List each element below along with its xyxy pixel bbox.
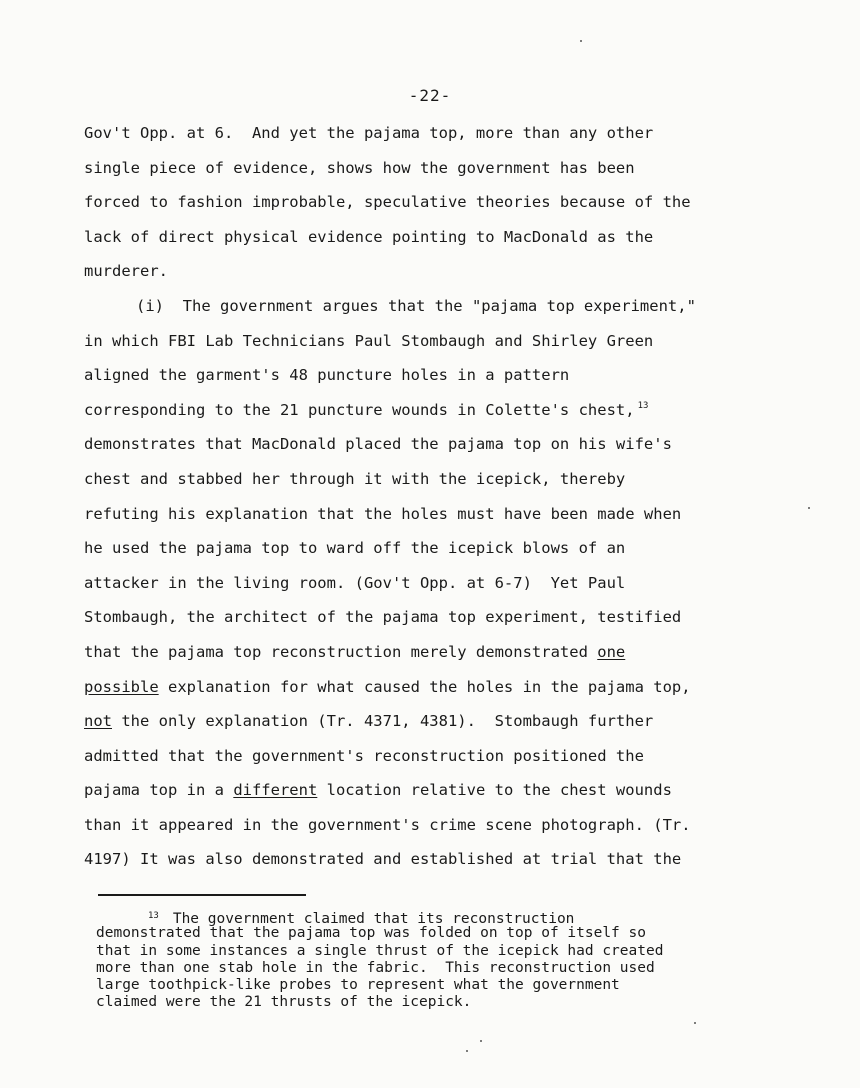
emphasis-possible: possible [84,677,159,696]
body-line-text: corresponding to the 21 puncture wounds in Colette's chest, [84,400,635,419]
footnote-text: The government claimed that its reconstruction [172,911,575,927]
body-line: forced to fashion improbable, speculative theories because of the [84,193,691,212]
footnote-line: claimed were the 21 thrusts of the icepick. [96,994,472,1011]
footnote-line-first [96,908,796,925]
footnote-reference: 13 [637,400,649,411]
body-line: in which FBI Lab Technicians Paul Stombaugh and Shirley Green [84,331,654,350]
footnote-line: demonstrated that the pajama top was folded on top of itself so [96,925,646,942]
body-line-text: that the pajama top reconstruction merely demonstrated [84,642,598,661]
body-line-text: the only explanation (Tr. 4371, 4381). Stombaugh further [112,712,654,731]
body-line: Gov't Opp. at 6. And yet the pajama top, more than any other [84,124,654,142]
body-line: murderer. [84,262,168,281]
footnote-divider [98,894,306,896]
body-line-text: pajama top in a [84,781,234,800]
footnote [96,908,796,1012]
body-line: than it appeared in the government's crime scene photograph. (Tr. [84,815,691,834]
emphasis-different: different [233,781,318,800]
scan-speck [580,40,582,42]
body-line-with-emphasis [84,773,784,808]
emphasis-one: one [597,642,626,661]
body-line-with-footnote-ref [84,393,784,428]
body-line-with-emphasis [84,704,784,739]
body-line: chest and stabbed her through it with the icepick, thereby [84,469,626,488]
body-line-text: location relative to the chest wounds [317,781,672,800]
emphasis-not: not [84,712,112,731]
footnote-line: more than one stab hole in the fabric. This reconstruction used [96,959,655,976]
body-line-text: explanation for what caused the holes in the pajama top, [158,677,691,696]
body-line: aligned the garment's 48 puncture holes in a pattern [84,366,570,385]
body-line-with-emphasis [84,635,784,670]
body-line: Stombaugh, the architect of the pajama top experiment, testified [84,608,682,627]
body-line: (i) The government argues that the "pajama top experiment," [136,296,696,315]
page-number: -22- [408,86,452,105]
body-line: attacker in the living room. (Gov't Opp. at 6-7) Yet Paul [84,573,626,592]
body-line-with-emphasis [84,670,784,705]
scan-speck [480,1040,482,1042]
scan-speck [808,507,810,509]
scan-speck [466,1050,468,1052]
body-line: single piece of evidence, shows how the government has been [84,158,635,177]
body-line: demonstrates that MacDonald placed the pajama top on his wife's [84,435,672,454]
body-line: admitted that the government's reconstruction positioned the [84,746,644,765]
body-line: he used the pajama top to ward off the icepick blows of an [84,539,626,558]
body-text [84,116,784,877]
footnote-number: 13 [148,911,159,921]
body-line: refuting his explanation that the holes must have been made when [84,504,682,523]
footnote-line: that in some instances a single thrust of the icepick had created [96,942,664,959]
body-line: lack of direct physical evidence pointing to MacDonald as the [84,227,654,246]
body-line: 4197) It was also demonstrated and established at trial that the [84,850,682,869]
footnote-line: large toothpick-like probes to represent what the government [96,977,620,994]
scan-speck [694,1022,696,1024]
